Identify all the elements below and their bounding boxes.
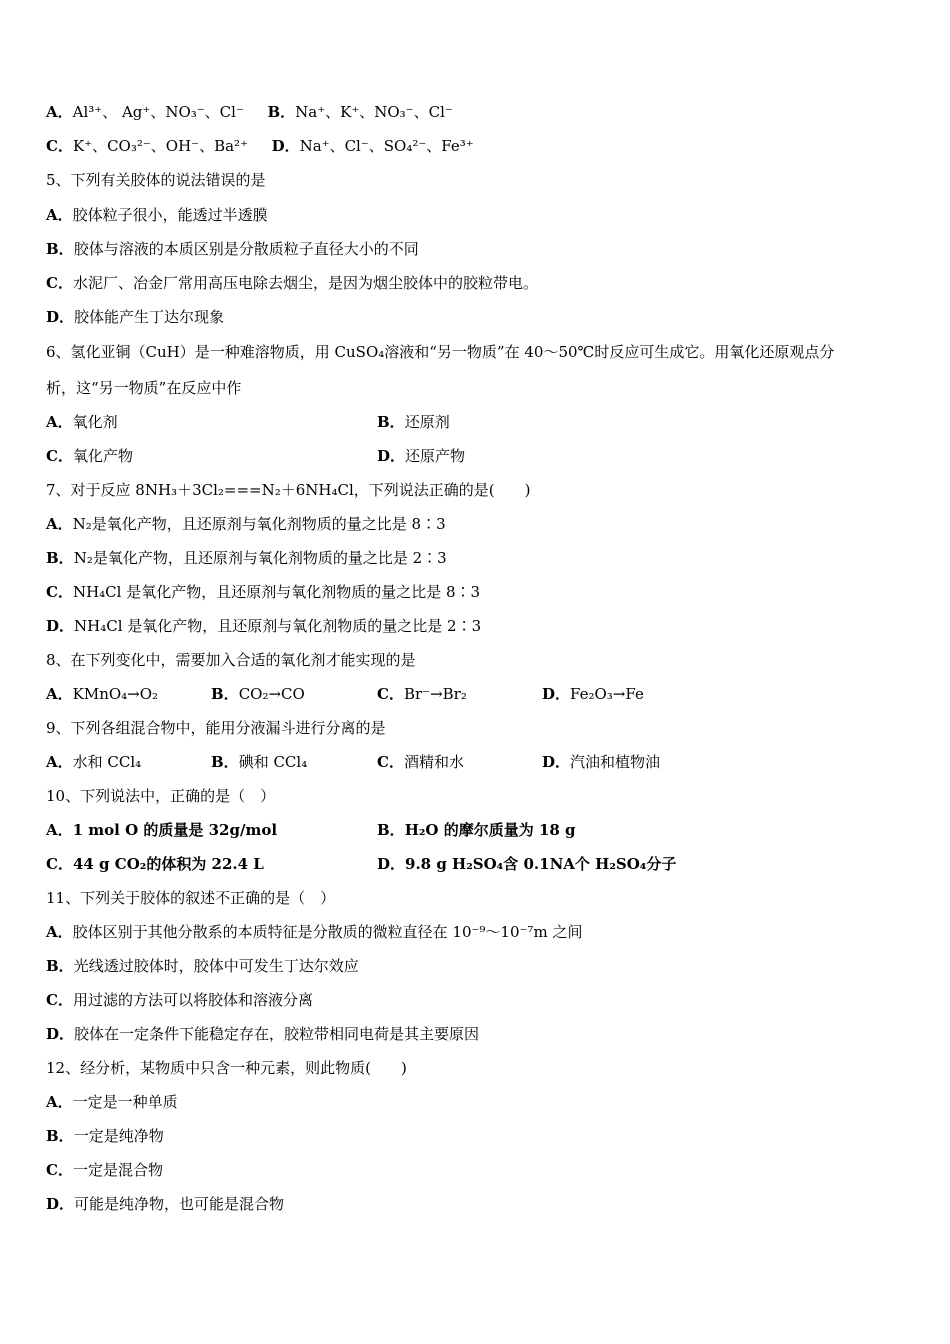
- option-text: KMnO₄→O₂: [72, 685, 159, 703]
- option-label: D．: [46, 308, 75, 326]
- option-label: A．: [46, 413, 73, 431]
- q8-options: [46, 683, 906, 705]
- option-label: C．: [46, 855, 73, 873]
- option-text: 胶体粒子很小，能透过半透膜: [72, 206, 268, 224]
- q9-option-b: [211, 751, 307, 773]
- q5-stem: 5、下列有关胶体的说法错误的是: [46, 171, 266, 189]
- option-label: C．: [46, 991, 73, 1009]
- q12-stem: 12、经分析，某物质中只含一种元素，则此物质( ): [46, 1059, 407, 1077]
- option-text: 酒精和水: [403, 753, 464, 771]
- q6-option-d: [377, 445, 465, 467]
- q6-options-row2: [46, 445, 906, 467]
- q6-stem-line1: 6、氢化亚铜（CuH）是一种难溶物质，用 CuSO₄溶液和“另一物质”在 40～50℃时反应可生成它。用氧化还原观点分: [46, 343, 835, 361]
- q8-option-b: [211, 683, 305, 705]
- option-text: 胶体与溶液的本质区别是分散质粒子直径大小的不同: [73, 240, 419, 258]
- option-label: B．: [377, 821, 405, 839]
- q7-option-a: [46, 513, 446, 535]
- option-text: Fe₂O₃→Fe: [570, 685, 644, 703]
- q12-option-b: [46, 1125, 164, 1147]
- q7-option-d: [46, 615, 481, 637]
- option-label: C．: [46, 1161, 73, 1179]
- option-label: D．: [377, 855, 406, 873]
- option-label: D．: [377, 447, 406, 465]
- q9-options: [46, 751, 906, 773]
- option-label: D．: [271, 137, 300, 155]
- option-label: D．: [46, 617, 75, 635]
- q12-option-d: [46, 1193, 284, 1215]
- option-text: 9.8 g H₂SO₄含 0.1NA个 H₂SO₄分子: [405, 855, 677, 873]
- q5-option-c: [46, 272, 538, 294]
- q11-option-b: [46, 955, 359, 977]
- option-label: A．: [46, 821, 73, 839]
- option-text: 水和 CCl₄: [72, 753, 142, 771]
- option-label: C．: [46, 137, 73, 155]
- option-label: A．: [46, 753, 73, 771]
- option-text: Br⁻→Br₂: [403, 685, 467, 703]
- q6-option-c: [46, 445, 133, 467]
- q9-option-a: [46, 751, 141, 773]
- option-text: 光线透过胶体时，胶体中可发生丁达尔效应: [73, 957, 359, 975]
- option-label: C．: [377, 753, 404, 771]
- q11-option-d: [46, 1023, 479, 1045]
- option-text: 胶体在一定条件下能稳定存在，胶粒带相同电荷是其主要原因: [74, 1025, 480, 1043]
- q8-option-d: [542, 683, 644, 705]
- option-label: D．: [542, 685, 571, 703]
- q7-option-c: [46, 581, 480, 603]
- q5-option-d: [46, 306, 224, 328]
- option-text: 碘和 CCl₄: [238, 753, 308, 771]
- q4-options-row1: [46, 101, 453, 123]
- option-label: C．: [46, 274, 73, 292]
- option-label: C．: [46, 583, 73, 601]
- q5-option-b: [46, 238, 419, 260]
- option-label: D．: [542, 753, 571, 771]
- q11-option-a: [46, 921, 582, 943]
- option-text: NH₄Cl 是氧化产物，且还原剂与氧化剂物质的量之比是 2∶3: [74, 617, 482, 635]
- q5-option-a: [46, 204, 268, 226]
- option-text: 还原剂: [404, 413, 450, 431]
- q10-option-b: [377, 819, 576, 841]
- option-label: D．: [46, 1025, 75, 1043]
- q4-option-b: Na⁺、K⁺、NO₃⁻、Cl⁻: [295, 103, 453, 121]
- option-label: B．: [46, 957, 74, 975]
- option-text: H₂O 的摩尔质量为 18 g: [404, 821, 576, 839]
- q10-option-d: [377, 853, 676, 875]
- option-text: NH₄Cl 是氧化产物，且还原剂与氧化剂物质的量之比是 8∶3: [72, 583, 481, 601]
- q11-stem: 11、下列关于胶体的叙述不正确的是（ ）: [46, 889, 336, 907]
- option-text: 胶体能产生丁达尔现象: [74, 308, 225, 326]
- option-label: A．: [46, 923, 73, 941]
- option-text: 汽油和植物油: [570, 753, 661, 771]
- q10-options-row1: [46, 819, 906, 841]
- q7-stem: 7、对于反应 8NH₃＋3Cl₂===N₂＋6NH₄Cl，下列说法正确的是( ): [46, 481, 531, 499]
- q10-stem: 10、下列说法中，正确的是（ ）: [46, 787, 276, 805]
- option-label: B．: [46, 240, 74, 258]
- option-text: 氧化剂: [72, 413, 118, 431]
- option-label: A．: [46, 206, 73, 224]
- option-text: 一定是一种单质: [72, 1093, 178, 1111]
- option-text: 1 mol O 的质量是 32g/mol: [72, 821, 278, 839]
- option-text: 用过滤的方法可以将胶体和溶液分离: [72, 991, 313, 1009]
- option-text: 一定是混合物: [72, 1161, 163, 1179]
- option-text: 胶体区别于其他分散系的本质特征是分散质的微粒直径在 10⁻⁹～10⁻⁷m 之间: [72, 923, 583, 941]
- option-label: B．: [211, 753, 239, 771]
- option-label: B．: [46, 1127, 74, 1145]
- q12-option-c: [46, 1159, 163, 1181]
- option-label: B．: [377, 413, 405, 431]
- option-label: B．: [46, 549, 74, 567]
- option-text: 氧化产物: [72, 447, 133, 465]
- option-label: C．: [46, 447, 73, 465]
- q10-option-a: [46, 819, 277, 841]
- q12-option-a: [46, 1091, 178, 1113]
- option-label: B．: [267, 103, 296, 121]
- q11-option-c: [46, 989, 313, 1011]
- q9-stem: 9、下列各组混合物中，能用分液漏斗进行分离的是: [46, 719, 386, 737]
- q8-stem: 8、在下列变化中，需要加入合适的氧化剂才能实现的是: [46, 651, 416, 669]
- option-label: A．: [46, 515, 73, 533]
- option-text: 44 g CO₂的体积为 22.4 L: [72, 855, 264, 873]
- option-label: C．: [377, 685, 404, 703]
- option-text: N₂是氧化产物，且还原剂与氧化剂物质的量之比是 8∶3: [72, 515, 446, 533]
- q8-option-a: [46, 683, 158, 705]
- q6-stem-line2: 析，这“另一物质”在反应中作: [46, 379, 242, 397]
- q4-options-row2: [46, 135, 474, 157]
- q6-option-a: [46, 411, 118, 433]
- option-label: B．: [211, 685, 239, 703]
- option-text: 可能是纯净物，也可能是混合物: [74, 1195, 285, 1213]
- option-label: A．: [46, 103, 73, 121]
- q9-option-d: [542, 751, 660, 773]
- option-text: 水泥厂、冶金厂常用高压电除去烟尘，是因为烟尘胶体中的胶粒带电。: [72, 274, 538, 292]
- option-label: A．: [46, 1093, 73, 1111]
- q4-option-d: Na⁺、Cl⁻、SO₄²⁻、Fe³⁺: [299, 137, 474, 155]
- q6-option-b: [377, 411, 450, 433]
- q10-options-row2: [46, 853, 906, 875]
- q4-option-c: K⁺、CO₃²⁻、OH⁻、Ba²⁺: [72, 137, 248, 155]
- option-text: 一定是纯净物: [73, 1127, 164, 1145]
- q9-option-c: [377, 751, 464, 773]
- option-label: D．: [46, 1195, 75, 1213]
- option-label: A．: [46, 685, 73, 703]
- q4-option-a: Al³⁺、 Ag⁺、NO₃⁻、Cl⁻: [72, 103, 244, 121]
- option-text: 还原产物: [405, 447, 466, 465]
- q8-option-c: [377, 683, 467, 705]
- option-text: CO₂→CO: [238, 685, 305, 703]
- option-text: N₂是氧化产物，且还原剂与氧化剂物质的量之比是 2∶3: [73, 549, 447, 567]
- q10-option-c: [46, 853, 264, 875]
- q7-option-b: [46, 547, 447, 569]
- q6-options-row1: [46, 411, 906, 433]
